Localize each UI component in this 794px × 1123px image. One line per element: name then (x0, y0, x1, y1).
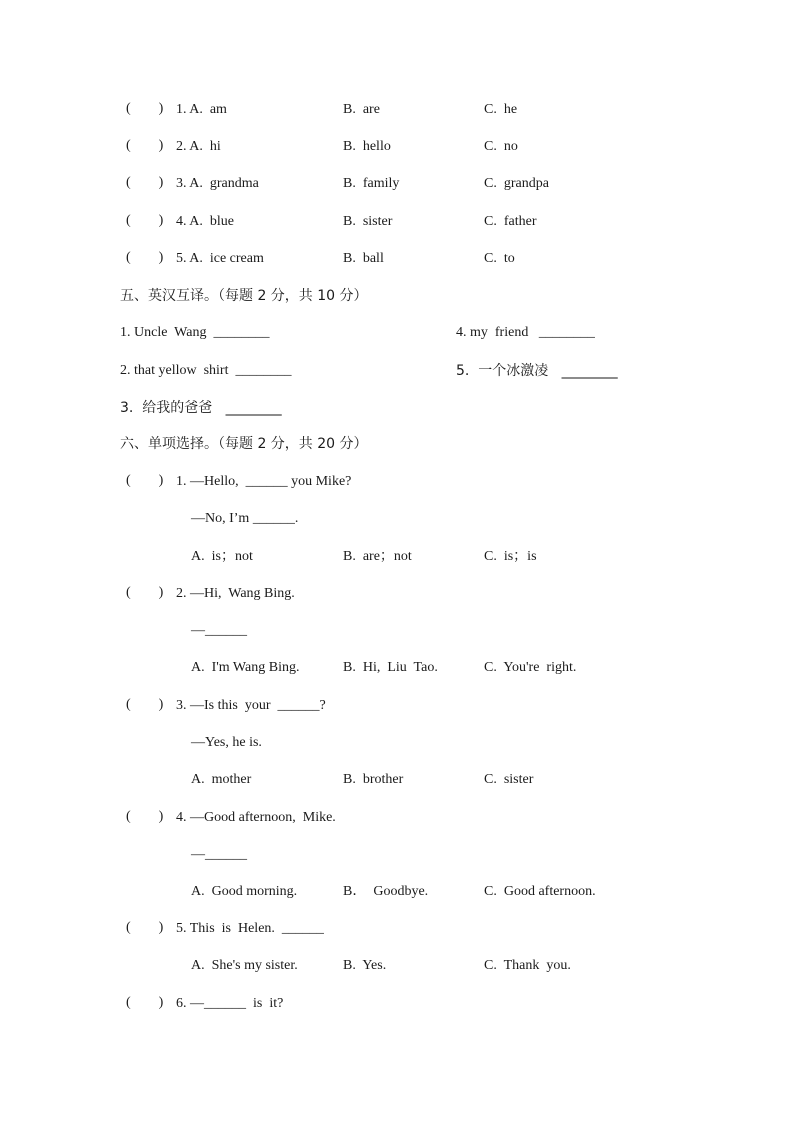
question-6-5-option-c: C. Thank you. (484, 958, 571, 973)
translation-question-4[interactable]: 4. my friend ________ (456, 325, 595, 340)
section-6-title: 六、单项选择。（每题 2 分，共 20 分） (120, 436, 368, 452)
translation-question-2[interactable]: 2. that yellow shirt ________ (120, 363, 292, 378)
question-4-2-option-c: C. no (484, 139, 518, 154)
question-6-3-option-b: B. brother (343, 772, 404, 787)
question-4-3-option-c: C. grandpa (484, 176, 549, 191)
question-4-5-option-a: 5. A. ice cream (176, 251, 264, 266)
translation-question-3[interactable]: 3. 给我的爸爸 ________ (120, 400, 282, 416)
question-4-2-option-a: 2. A. hi (176, 139, 221, 154)
question-6-3-option-a: A. mother (191, 772, 252, 787)
question-6-5-stem: 5. This is Helen. ______ (176, 921, 324, 936)
question-4-4-option-c: C. father (484, 214, 537, 229)
question-4-3-option-a: 3. A. grandma (176, 176, 259, 191)
question-4-1-option-a: 1. A. am (176, 102, 227, 117)
question-4-3-option-b: B. family (343, 176, 400, 191)
answer-blank[interactable]: ( ) (126, 920, 164, 935)
question-4-5-option-b: B. ball (343, 251, 384, 266)
question-6-1-stem: 1. —Hello, ______ you Mike? (176, 474, 352, 489)
question-6-1-option-b: B. are；not (343, 549, 412, 564)
question-6-1-dialogue: —No, I’m ______. (191, 511, 299, 526)
question-4-2-option-b: B. hello (343, 139, 391, 154)
translation-question-1[interactable]: 1. Uncle Wang ________ (120, 325, 270, 340)
question-6-2-stem: 2. —Hi, Wang Bing. (176, 586, 295, 601)
question-4-5-option-c: C. to (484, 251, 515, 266)
answer-blank[interactable]: ( ) (126, 250, 164, 265)
answer-blank[interactable]: ( ) (126, 697, 164, 712)
question-6-4-option-a: A. Good morning. (191, 884, 298, 899)
answer-blank[interactable]: ( ) (126, 213, 164, 228)
question-6-5-option-b: B. Yes. (343, 958, 387, 973)
answer-blank[interactable]: ( ) (126, 473, 164, 488)
question-6-1-option-c: C. is；is (484, 549, 537, 564)
question-4-4-option-a: 4. A. blue (176, 214, 234, 229)
question-6-4-stem: 4. —Good afternoon, Mike. (176, 810, 336, 825)
translation-question-5[interactable]: 5. 一个冰激凌 ________ (456, 363, 618, 379)
answer-blank[interactable]: ( ) (126, 138, 164, 153)
question-6-3-option-c: C. sister (484, 772, 534, 787)
question-6-4-dialogue: —______ (191, 847, 247, 862)
answer-blank[interactable]: ( ) (126, 809, 164, 824)
question-6-1-option-a: A. is；not (191, 549, 253, 564)
question-6-3-dialogue: —Yes, he is. (191, 735, 262, 750)
question-6-2-dialogue: —______ (191, 623, 247, 638)
question-6-2-option-a: A. I'm Wang Bing. (191, 660, 300, 675)
section-5-title: 五、英汉互译。（每题 2 分，共 10 分） (120, 288, 368, 304)
question-4-1-option-c: C. he (484, 102, 518, 117)
question-4-1-option-b: B. are (343, 102, 380, 117)
question-4-4-option-b: B. sister (343, 214, 393, 229)
question-6-6-stem: 6. —______ is it? (176, 996, 284, 1011)
answer-blank[interactable]: ( ) (126, 101, 164, 116)
question-6-3-stem: 3. —Is this your ______? (176, 698, 326, 713)
question-6-4-option-c: C. Good afternoon. (484, 884, 596, 899)
question-6-5-option-a: A. She's my sister. (191, 958, 298, 973)
question-6-2-option-b: B. Hi, Liu Tao. (343, 660, 438, 675)
answer-blank[interactable]: ( ) (126, 585, 164, 600)
question-6-4-option-b: B． Goodbye. (343, 884, 429, 899)
question-6-2-option-c: C. You're right. (484, 660, 577, 675)
answer-blank[interactable]: ( ) (126, 995, 164, 1010)
answer-blank[interactable]: ( ) (126, 175, 164, 190)
